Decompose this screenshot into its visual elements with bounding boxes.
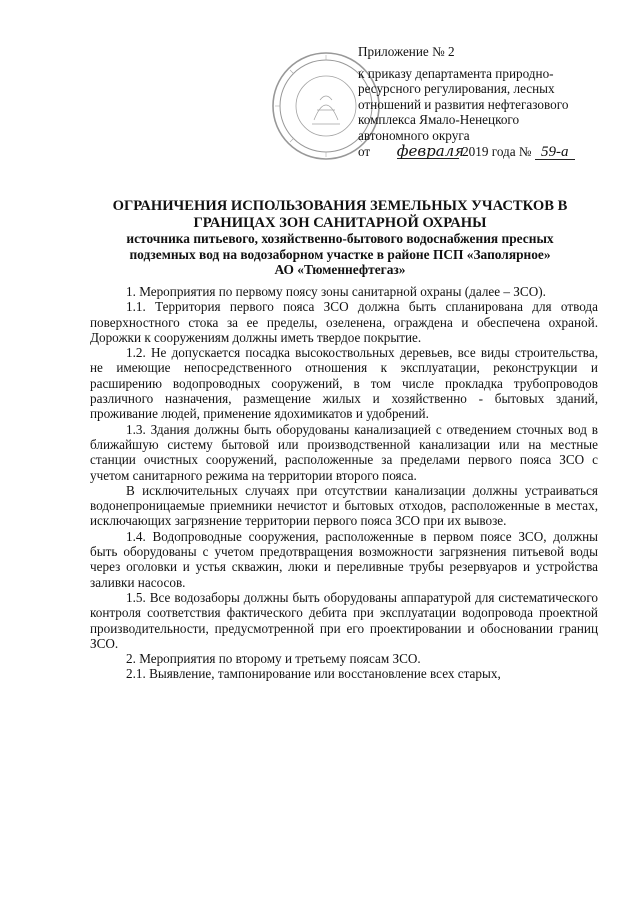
appendix-header xyxy=(358,44,608,160)
order-date-row xyxy=(358,141,608,160)
paragraph: 1.2. Не допускается посадка высокоствольных деревьев, все виды строительства, не имеющие непосредственного отношения к эксплуатации, реконструкции и расширению водопроводных сооружений, в том числе прокладка трубопроводов различного назначения, размещение жилых и хозяйственно - бытовых зданий, проживание людей, применение ядохимикатов и удобрений. xyxy=(90,345,598,422)
date-prefix: от xyxy=(358,143,371,159)
appendix-title: Приложение № 2 xyxy=(358,44,455,59)
paragraph: 2. Мероприятия по второму и третьему поясам ЗСО. xyxy=(126,651,421,667)
appendix-line: отношений и развития нефтегазового xyxy=(358,96,569,112)
subtitle-line: подземных вод на водозаборном участке в районе ПСП «Заполярное» xyxy=(129,246,551,262)
paragraph: 1. Мероприятия по первому поясу зоны санитарной охраны (далее – ЗСО). xyxy=(126,284,546,299)
subtitle-line: АО «Тюменнефтегаз» xyxy=(274,262,406,278)
title-line: ОГРАНИЧЕНИЯ ИСПОЛЬЗОВАНИЯ ЗЕМЕЛЬНЫХ УЧАСТКОВ В xyxy=(112,198,568,214)
paragraph: 2.1. Выявление, тампонирование или восстановление всех старых, xyxy=(126,666,501,682)
document-body xyxy=(90,284,598,682)
date-year: 2019 года № xyxy=(462,143,532,159)
paragraph: 1.1. Территория первого пояса ЗСО должна быть спланирована для отвода поверхностного стока за ее пределы, озеленена, ограждена и обеспечена охраной. Дорожки к сооружениям должны иметь твердое покрытие. xyxy=(90,299,598,345)
appendix-line: ресурсного регулирования, лесных xyxy=(358,81,555,97)
handwritten-order-number: 59-а xyxy=(535,146,575,160)
subtitle-line: источника питьевого, хозяйственно-бытового водоснабжения пресных xyxy=(126,231,554,246)
appendix-line: комплекса Ямало-Ненецкого xyxy=(358,112,520,128)
appendix-line: к приказу департамента природно- xyxy=(358,65,554,81)
paragraph: 1.3. Здания должны быть оборудованы канализацией с отведением сточных вод в ближайшую систему бытовой или производственной канализации или на местные станции очистных сооружений, расположенные за пределами первого пояса ЗСО с учетом санитарного режима на территории второго пояса. xyxy=(90,421,598,483)
title-line: ГРАНИЦАХ ЗОН САНИТАРНОЙ ОХРАНЫ xyxy=(193,214,487,231)
handwritten-month: февраля xyxy=(396,141,465,160)
appendix-line: автономного округа xyxy=(358,127,470,143)
paragraph: 1.5. Все водозаборы должны быть оборудованы аппаратурой для систематического контроля соответствия фактического дебита при эксплуатации водопровода проектной производительности, предусмотренной при его проектировании и обосновании границ ЗСО. xyxy=(90,589,598,651)
paragraph: В исключительных случаях при отсутствии канализации должны устраиваться водонепроницаемые приемники нечистот и бытовых отходов, расположенные в местах, исключающих загрязнение территории первого пояса ЗСО при их вывозе. xyxy=(90,482,598,529)
document-title xyxy=(80,198,600,278)
paragraph: 1.4. Водопроводные сооружения, расположенные в первом поясе ЗСО, должны быть оборудованы с учетом предотвращения возможности загрязнения питьевой воды через оголовки и устья скважин, люки и переливные трубы резервуаров и устройства заливки насосов. xyxy=(90,528,598,590)
